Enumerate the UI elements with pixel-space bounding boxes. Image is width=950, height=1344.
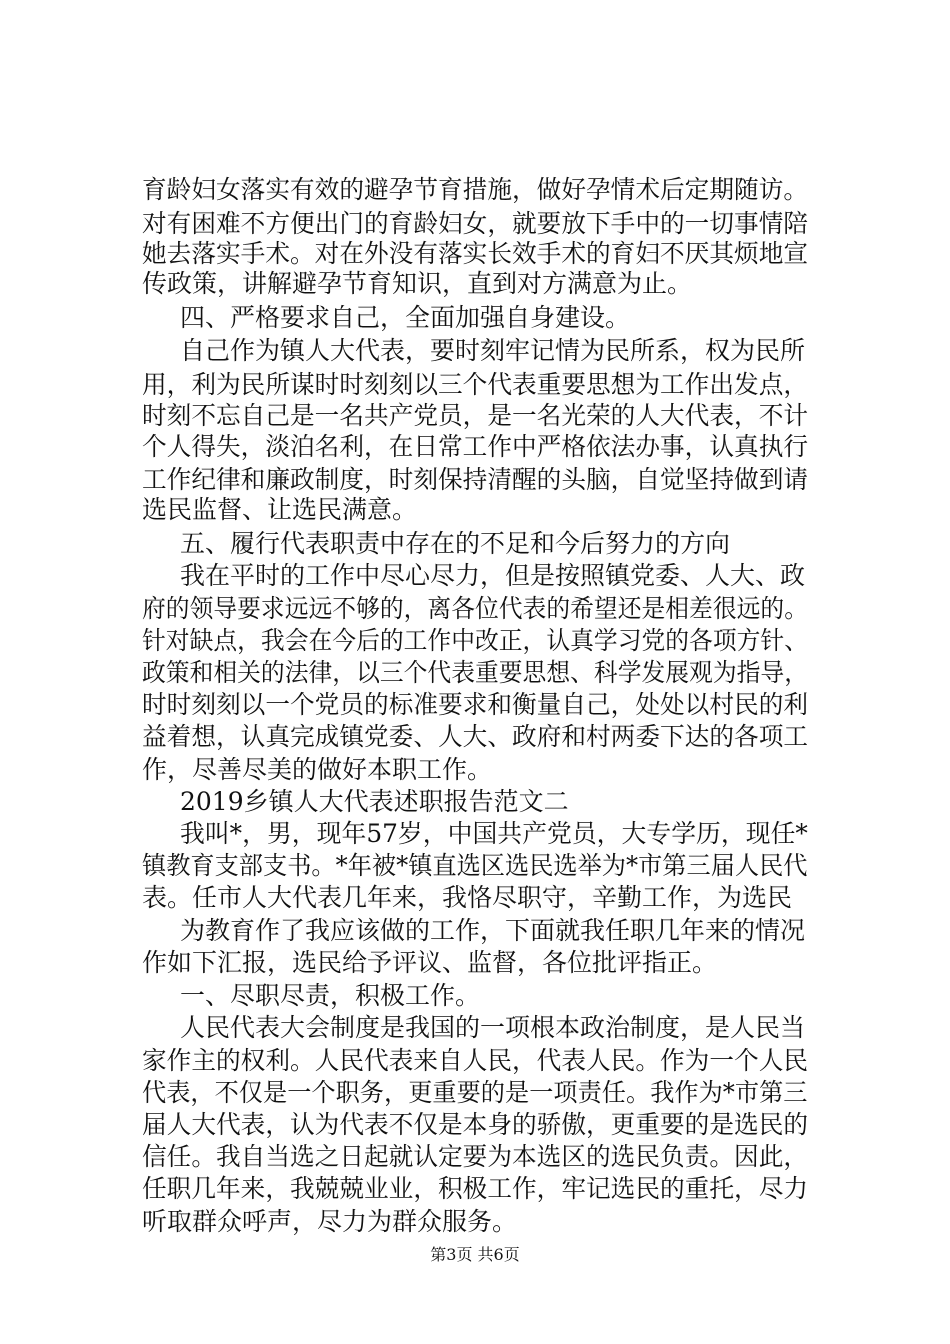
text-line: 时刻不忘自己是一名共产党员，是一名光荣的人大代表，不计 [142, 401, 809, 430]
text-line: 府的领导要求远远不够的，离各位代表的希望还是相差很远的。 [142, 594, 808, 623]
text-line: 用，利为民所谋时时刻刻以三个代表重要思想为工作出发点， [142, 370, 809, 399]
text-line: 任职几年来，我兢兢业业，积极工作，牢记选民的重托，尽力 [142, 1174, 809, 1203]
text-line: 信任。我自当选之日起就认定要为本选区的选民负责。因此， [142, 1142, 809, 1171]
text-line: 届人大代表，认为代表不仅是本身的骄傲，更重要的是选民的 [142, 1110, 809, 1139]
section-heading: 四、严格要求自己，全面加强自身建设。 [180, 303, 631, 332]
text-line: 我在平时的工作中尽心尽力，但是按照镇党委、人大、政 [180, 561, 806, 590]
section-heading: 一、尽职尽责，积极工作。 [180, 981, 481, 1010]
text-line: 她去落实手术。对在外没有落实长效手术的育妇不厌其烦地宣 [142, 239, 809, 268]
section-heading: 五、履行代表职责中存在的不足和今后努力的方向 [180, 529, 731, 558]
text-line: 家作主的权利。人民代表来自人民，代表人民。作为一个人民 [142, 1046, 809, 1075]
text-line: 针对缺点，我会在今后的工作中改正，认真学习党的各项方针、 [142, 626, 808, 655]
text-line: 作，尽善尽美的做好本职工作。 [142, 755, 493, 784]
text-line: 政策和相关的法律，以三个代表重要思想、科学发展观为指导， [142, 658, 808, 687]
text-line: 选民监督、让选民满意。 [142, 495, 418, 524]
text-line: 表。任市人大代表几年来，我恪尽职守，辛勤工作，为选民 [142, 883, 793, 912]
text-line: 时时刻刻以一个党员的标准要求和衡量自己，处处以村民的利 [142, 690, 809, 719]
text-line: 传政策，讲解避孕节育知识，直到对方满意为止。 [142, 269, 693, 298]
text-line: 我叫*，男，现年57岁，中国共产党员，大专学历，现任* [180, 819, 808, 848]
text-line: 自己作为镇人大代表，要时刻牢记情为民所系，权为民所 [180, 336, 806, 365]
text-line: 个人得失，淡泊名利，在日常工作中严格依法办事，认真执行 [142, 432, 809, 461]
text-line: 听取群众呼声，尽力为群众服务。 [142, 1207, 518, 1236]
text-line: 人民代表大会制度是我国的一项根本政治制度，是人民当 [180, 1013, 806, 1042]
text-line: 育龄妇女落实有效的避孕节育措施，做好孕情术后定期随访。 [142, 175, 809, 204]
text-line: 镇教育支部支书。*年被*镇直选区选民选举为*市第三届人民代 [142, 851, 808, 880]
text-line: 为教育作了我应该做的工作，下面就我任职几年来的情况 [180, 916, 806, 945]
text-line: 工作纪律和廉政制度，时刻保持清醒的头脑，自觉坚持做到请 [142, 465, 809, 494]
text-line: 对有困难不方便出门的育龄妇女，就要放下手中的一切事情陪 [142, 209, 809, 238]
text-line: 益着想，认真完成镇党委、人大、政府和村两委下达的各项工 [142, 722, 809, 751]
page-number: 第3页 共6页 [430, 1245, 520, 1264]
text-line: 代表，不仅是一个职务，更重要的是一项责任。我作为*市第三 [142, 1078, 808, 1107]
article-title: 2019乡镇人大代表述职报告范文二 [180, 787, 569, 816]
text-line: 作如下汇报，选民给予评议、监督，各位批评指正。 [142, 948, 718, 977]
